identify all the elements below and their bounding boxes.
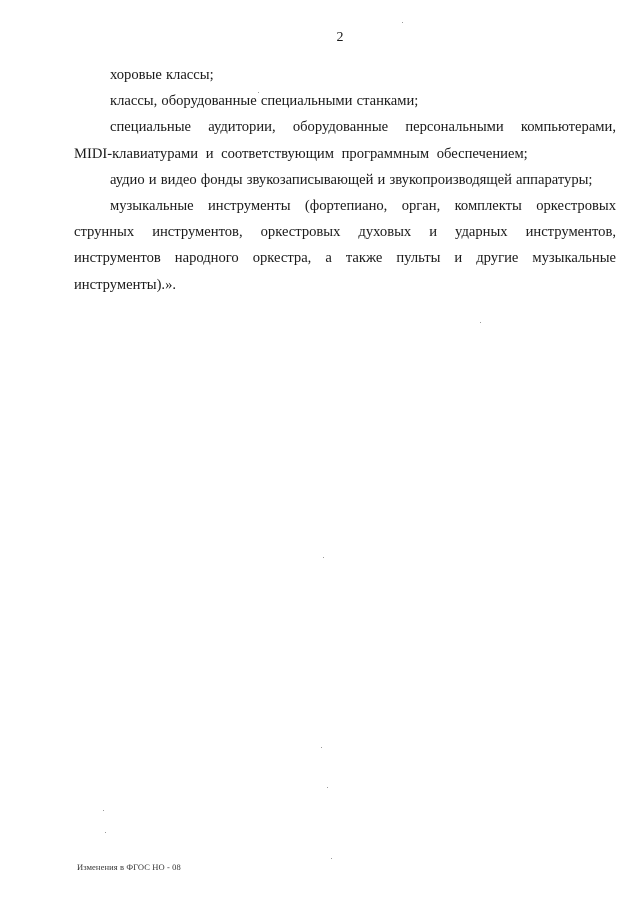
page-number: 2 — [336, 30, 344, 45]
paragraph-choral-classes: хоровые классы; — [110, 67, 214, 83]
paragraph-computer-auditoriums: специальные аудитории, оборудованные персональными компьютерами, MIDI-клавиатурами и соответствующим программным обеспечением; — [74, 119, 616, 162]
scan-speck — [321, 747, 322, 748]
paragraph-musical-instruments: музыкальные инструменты (фортепиано, орган, комплекты оркестровых струнных инструментов, оркестровых духовых и ударных инструментов, инструментов народного оркестра, а также пульты и другие музыкальные инструменты).». — [74, 198, 616, 293]
scan-speck — [327, 787, 328, 788]
scan-speck — [103, 810, 104, 811]
scan-speck — [258, 92, 259, 93]
document-body — [74, 62, 616, 298]
scan-speck — [480, 322, 481, 323]
page-footer: Изменения в ФГОС НО - 08 — [77, 862, 181, 872]
scan-speck — [105, 832, 106, 833]
paragraph-classes-with-barres: классы, оборудованные специальными станками; — [110, 93, 419, 110]
scan-speck — [402, 22, 403, 23]
paragraph-audio-video-funds: аудио и видео фонды звукозаписывающей и звукопроизводящей аппаратуры; — [110, 171, 593, 188]
scan-speck — [323, 557, 324, 558]
scan-speck — [331, 858, 332, 859]
